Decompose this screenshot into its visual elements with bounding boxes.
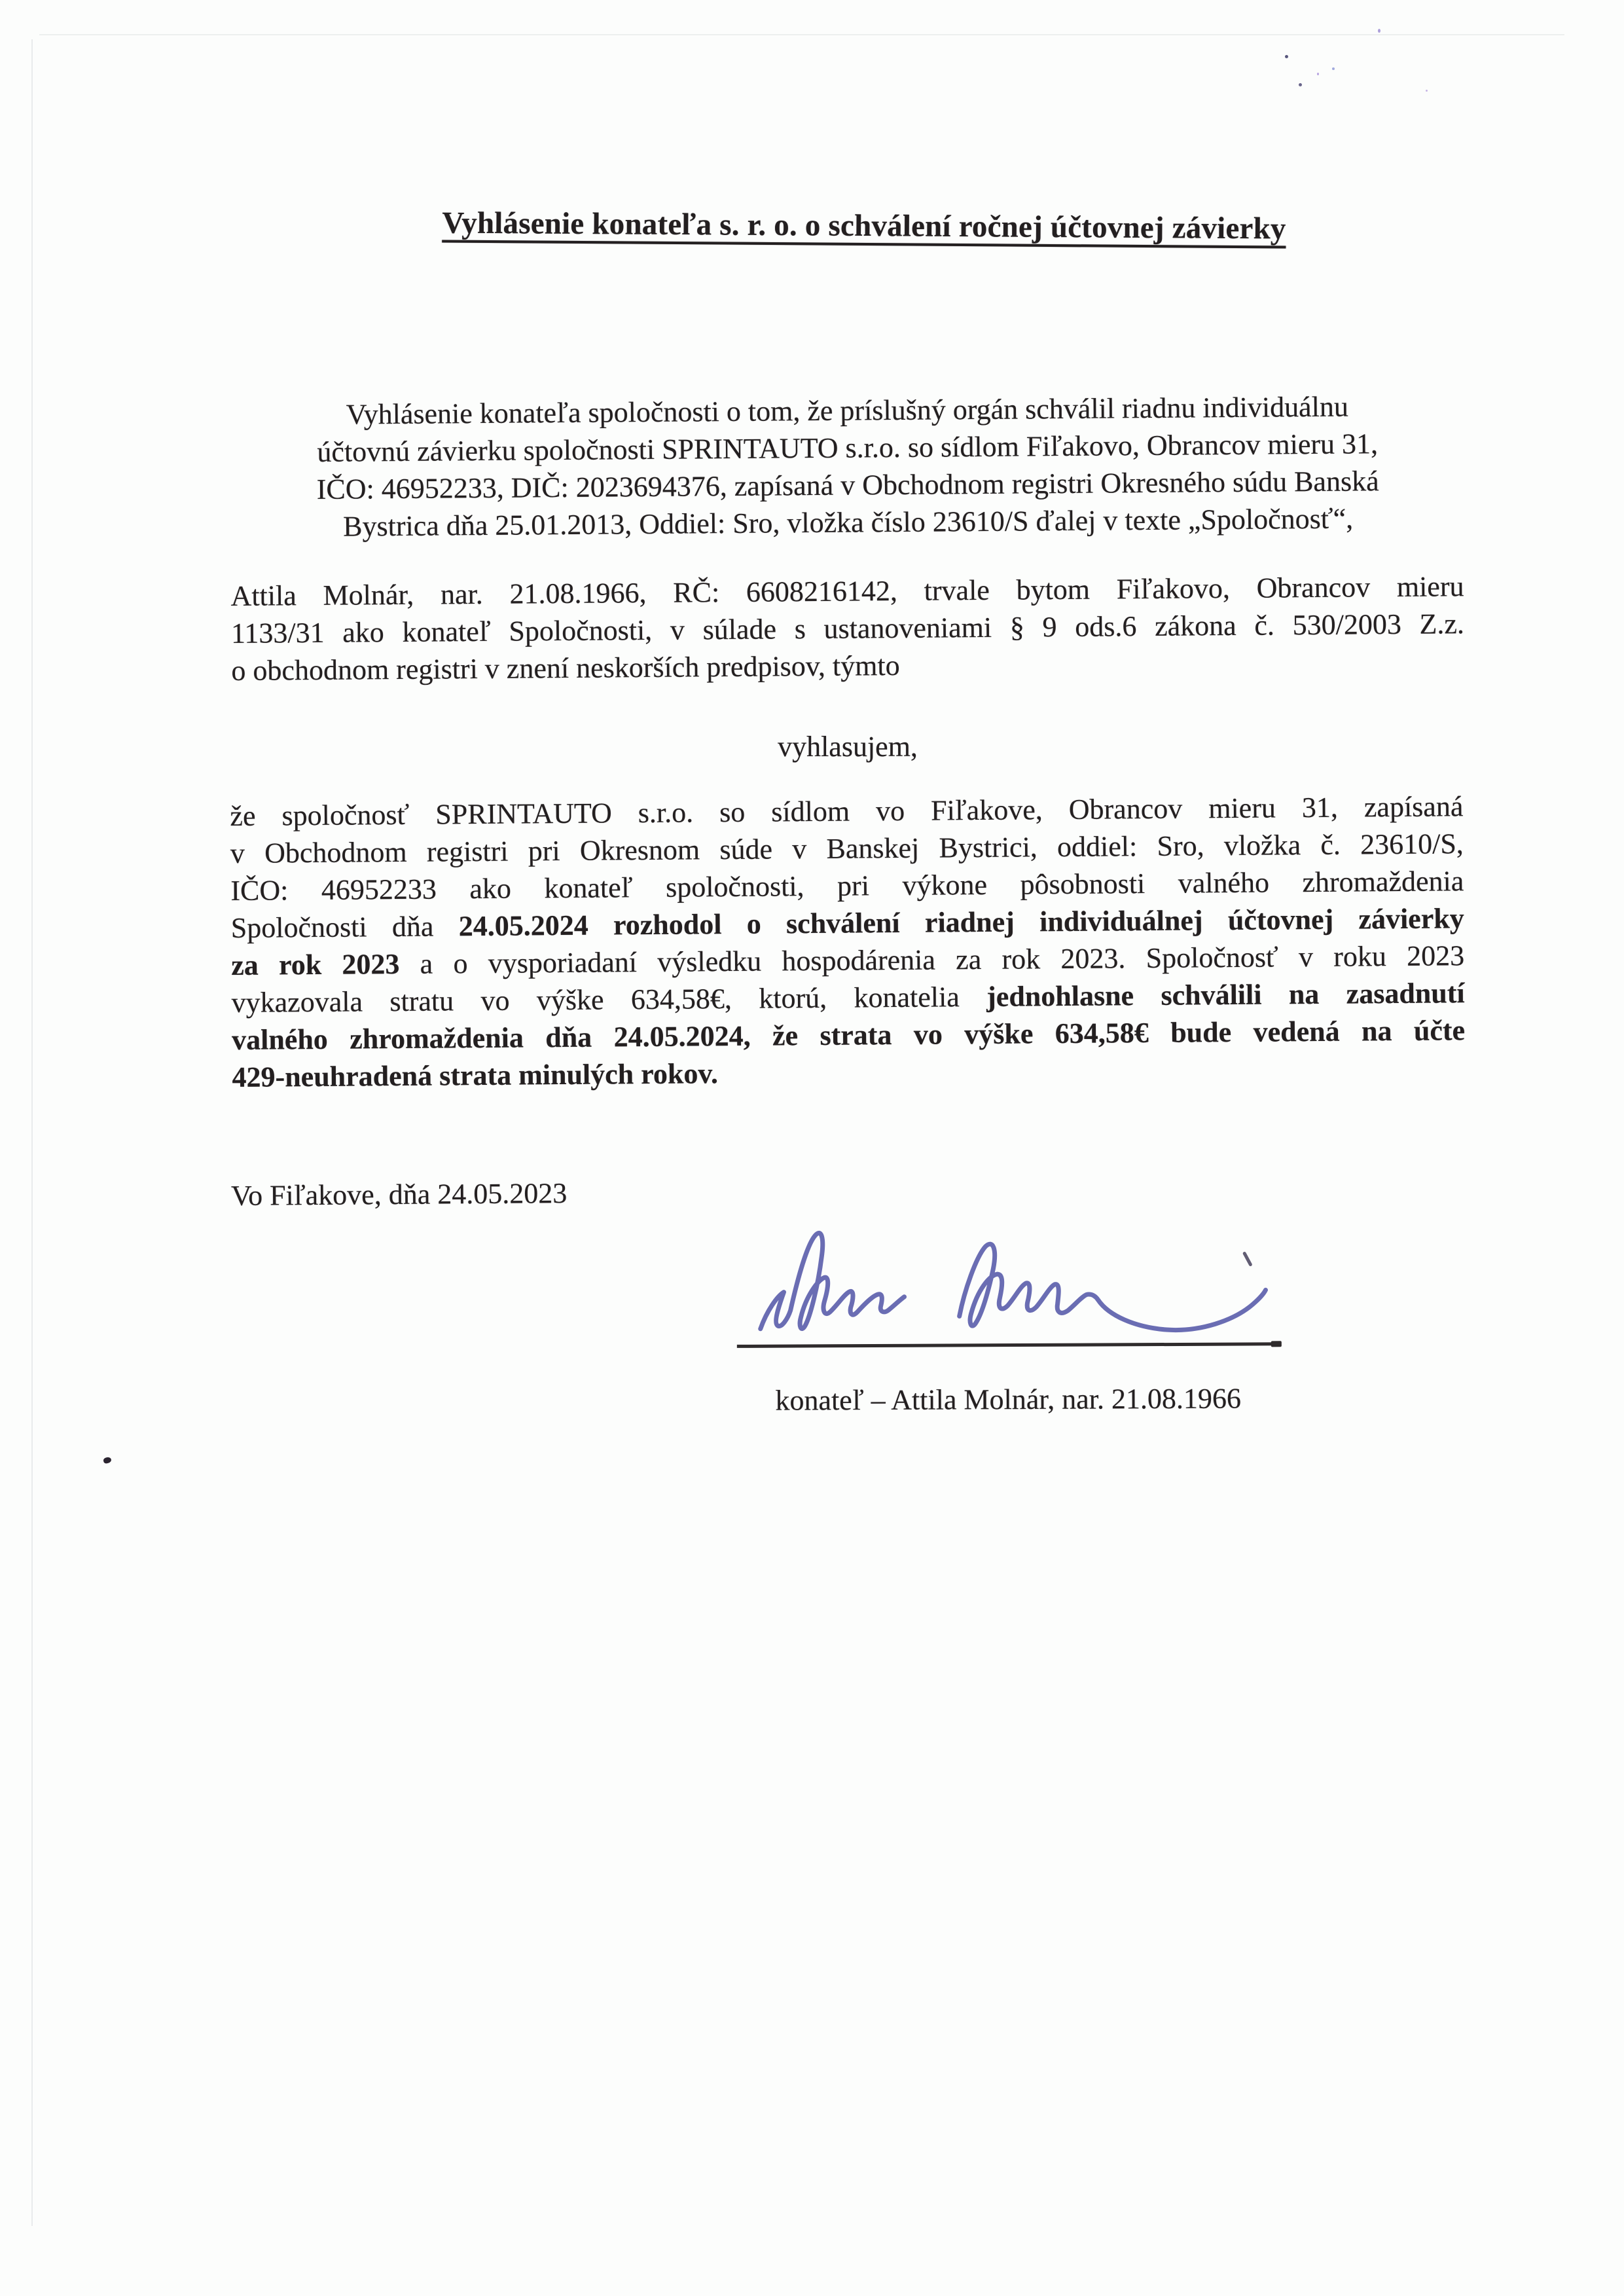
scan-speck	[1426, 90, 1428, 92]
bold-text-segment: jednohlasne schválili na zasadnutí	[986, 977, 1465, 1013]
bold-text-segment: 429-neuhradená strata minulých rokov.	[232, 1057, 719, 1093]
bold-text-segment: valného zhromaždenia dňa 24.05.2024, že strata vo výške 634,58€ bude vedená na účte	[231, 1014, 1466, 1056]
declaration-word: vyhlasujem,	[778, 731, 918, 763]
scan-speck	[1378, 29, 1380, 33]
text-segment: Attila Molnár, nar. 21.08.1966, RČ: 6608216142, trvale bytom Fiľakovo, Obrancov mieru	[230, 570, 1464, 613]
scan-speck	[1285, 55, 1288, 58]
text-segment: o obchodnom registri v znení neskorších predpisov, týmto	[231, 649, 900, 687]
resolution-paragraph	[230, 788, 1466, 1096]
signature-block	[729, 1216, 1318, 1417]
intro-paragraph	[230, 387, 1465, 546]
document-text-area	[230, 0, 1466, 1417]
document-title: Vyhlásenie konateľa s. r. o. o schválení ročnej účtovnej závierky	[442, 206, 1286, 246]
text-segment: účtovnú závierku spoločnosti SPRINTAUTO s.r.o. so sídlom Fiľakovo, Obrancov mieru 31,	[317, 428, 1379, 468]
text-segment: a o vysporiadaní výsledku hospodárenia za rok 2023. Spoločnosť v roku 2023	[399, 939, 1465, 980]
signature-line-ink-blob	[1271, 1341, 1282, 1347]
text-segment: Vyhlásenie konateľa spoločnosti o tom, že príslušný orgán schválil riadnu individuálnu	[346, 390, 1349, 431]
scan-speck	[1299, 83, 1302, 86]
scan-speck	[1317, 73, 1319, 75]
text-segment: že spoločnosť SPRINTAUTO s.r.o. so sídlom vo Fiľakove, Obrancov mieru 31, zapísaná	[230, 790, 1464, 833]
scan-speck	[1332, 67, 1335, 70]
ink-speck	[1244, 1253, 1250, 1264]
bold-text-segment: za rok 2023	[231, 947, 400, 981]
place-and-date: Vo Fiľakove, dňa 24.05.2023	[230, 1176, 568, 1212]
ink-dot-artifact	[103, 1457, 112, 1465]
text-segment: Spoločnosti dňa	[230, 910, 459, 945]
text-segment: v Obchodnom registri pri Okresnom súde v Banskej Bystrici, oddiel: Sro, vložka č. 23610/S,	[230, 828, 1464, 870]
text-segment: Bystrica dňa 25.01.2013, Oddiel: Sro, vložka číslo 23610/S ďalej v texte „Spoločnosť“,	[342, 502, 1354, 543]
signature-caption: konateľ – Attila Molnár, nar. 21.08.1966	[775, 1382, 1242, 1417]
text-segment: 1133/31 ako konateľ Spoločnosti, v súlade s ustanoveniami § 9 ods.6 zákona č. 530/2003 Z.z.	[230, 608, 1465, 649]
handwritten-signature-ink	[729, 1216, 1305, 1350]
text-segment: vykazovala stratu vo výške 634,58€, ktorú, konatelia	[231, 980, 987, 1019]
declarant-paragraph	[230, 568, 1464, 689]
bold-text-segment: 24.05.2024 rozhodol o schválení riadnej individuálnej účtovnej závierky	[458, 902, 1464, 943]
text-segment: IČO: 46952233 ako konateľ spoločnosti, pri výkone pôsobnosti valného zhromaždenia	[230, 865, 1464, 907]
text-segment: IČO: 46952233, DIČ: 2023694376, zapísaná v Obchodnom registri Okresného súdu Banská	[316, 465, 1379, 505]
scan-edge-artifact	[31, 39, 33, 2226]
